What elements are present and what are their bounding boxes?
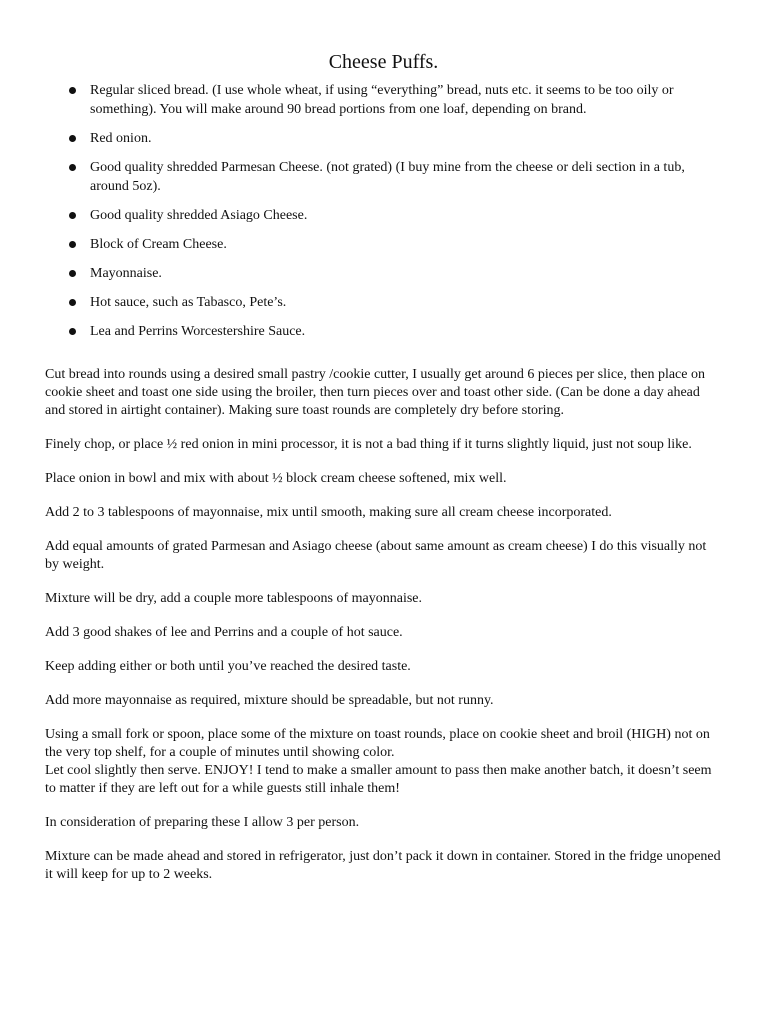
ingredient-item: [45, 293, 722, 312]
instruction-paragraph: Using a small fork or spoon, place some of the mixture on toast rounds, place on cookie sheet and broil (HIGH) not on the very top shelf, for a couple of minutes until showing color. Let cool slightly then serve. ENJOY! I tend to make a smaller amount to pass then make another batch, it doesn’t seem to matter if they are left out for a while guests still inhale them!: [45, 727, 712, 796]
ingredient-text: Mayonnaise.: [90, 266, 162, 281]
ingredient-text: Good quality shredded Asiago Cheese.: [90, 208, 308, 223]
ingredient-item: [45, 235, 722, 254]
instruction-paragraph: Mixture can be made ahead and stored in refrigerator, just don’t pack it down in container. Stored in the fridge unopened it will keep for up to 2 weeks.: [45, 849, 721, 882]
document-title: Cheese Puffs.: [328, 51, 439, 73]
instruction-paragraph: In consideration of preparing these I allow 3 per person.: [45, 815, 360, 830]
ingredient-text: Good quality shredded Parmesan Cheese. (not grated) (I buy mine from the cheese or deli section in a tub, around 5oz).: [90, 160, 685, 194]
ingredient-item: [45, 129, 722, 148]
bullet-icon: [69, 299, 76, 306]
ingredient-text: Block of Cream Cheese.: [90, 237, 227, 252]
bullet-icon: [69, 212, 76, 219]
instruction-paragraph: Add equal amounts of grated Parmesan and Asiago cheese (about same amount as cream cheese) I do this visually not by weight.: [45, 539, 707, 572]
instruction-paragraph: Add 2 to 3 tablespoons of mayonnaise, mix until smooth, making sure all cream cheese incorporated.: [45, 505, 612, 520]
bullet-icon: [69, 241, 76, 248]
instruction-paragraph: Cut bread into rounds using a desired small pastry /cookie cutter, I usually get around 6 pieces per slice, then place on cookie sheet and toast one side using the broiler, then turn pieces over and toast other side. (Can be done a day ahead and stored in airtight container). Making sure toast rounds are completely dry before storing.: [45, 367, 705, 418]
ingredient-item: [45, 81, 722, 119]
ingredient-item: [45, 206, 722, 225]
instruction-paragraph: Add more mayonnaise as required, mixture should be spreadable, but not runny.: [45, 693, 494, 708]
bullet-icon: [69, 87, 76, 94]
bullet-icon: [69, 164, 76, 171]
ingredients-list: [45, 81, 722, 341]
bullet-icon: [69, 328, 76, 335]
instruction-paragraph: Add 3 good shakes of lee and Perrins and a couple of hot sauce.: [45, 625, 403, 640]
ingredient-text: Regular sliced bread. (I use whole wheat, if using “everything” bread, nuts etc. it seems to be too oily or something). You will make around 90 bread portions from one loaf, depending on brand.: [90, 83, 674, 117]
ingredient-text: Lea and Perrins Worcestershire Sauce.: [90, 324, 306, 339]
instruction-paragraph: Finely chop, or place ½ red onion in mini processor, it is not a bad thing if it turns slightly liquid, just not soup like.: [45, 437, 692, 452]
instructions: [45, 366, 722, 884]
ingredient-item: [45, 264, 722, 283]
bullet-icon: [69, 135, 76, 142]
instruction-paragraph: Mixture will be dry, add a couple more tablespoons of mayonnaise.: [45, 591, 422, 606]
ingredient-text: Hot sauce, such as Tabasco, Pete’s.: [90, 295, 287, 310]
ingredient-text: Red onion.: [90, 131, 152, 146]
instruction-paragraph: Keep adding either or both until you’ve reached the desired taste.: [45, 659, 411, 674]
ingredient-item: [45, 322, 722, 341]
bullet-icon: [69, 270, 76, 277]
ingredient-item: [45, 158, 722, 196]
instruction-paragraph: Place onion in bowl and mix with about ½ block cream cheese softened, mix well.: [45, 471, 507, 486]
